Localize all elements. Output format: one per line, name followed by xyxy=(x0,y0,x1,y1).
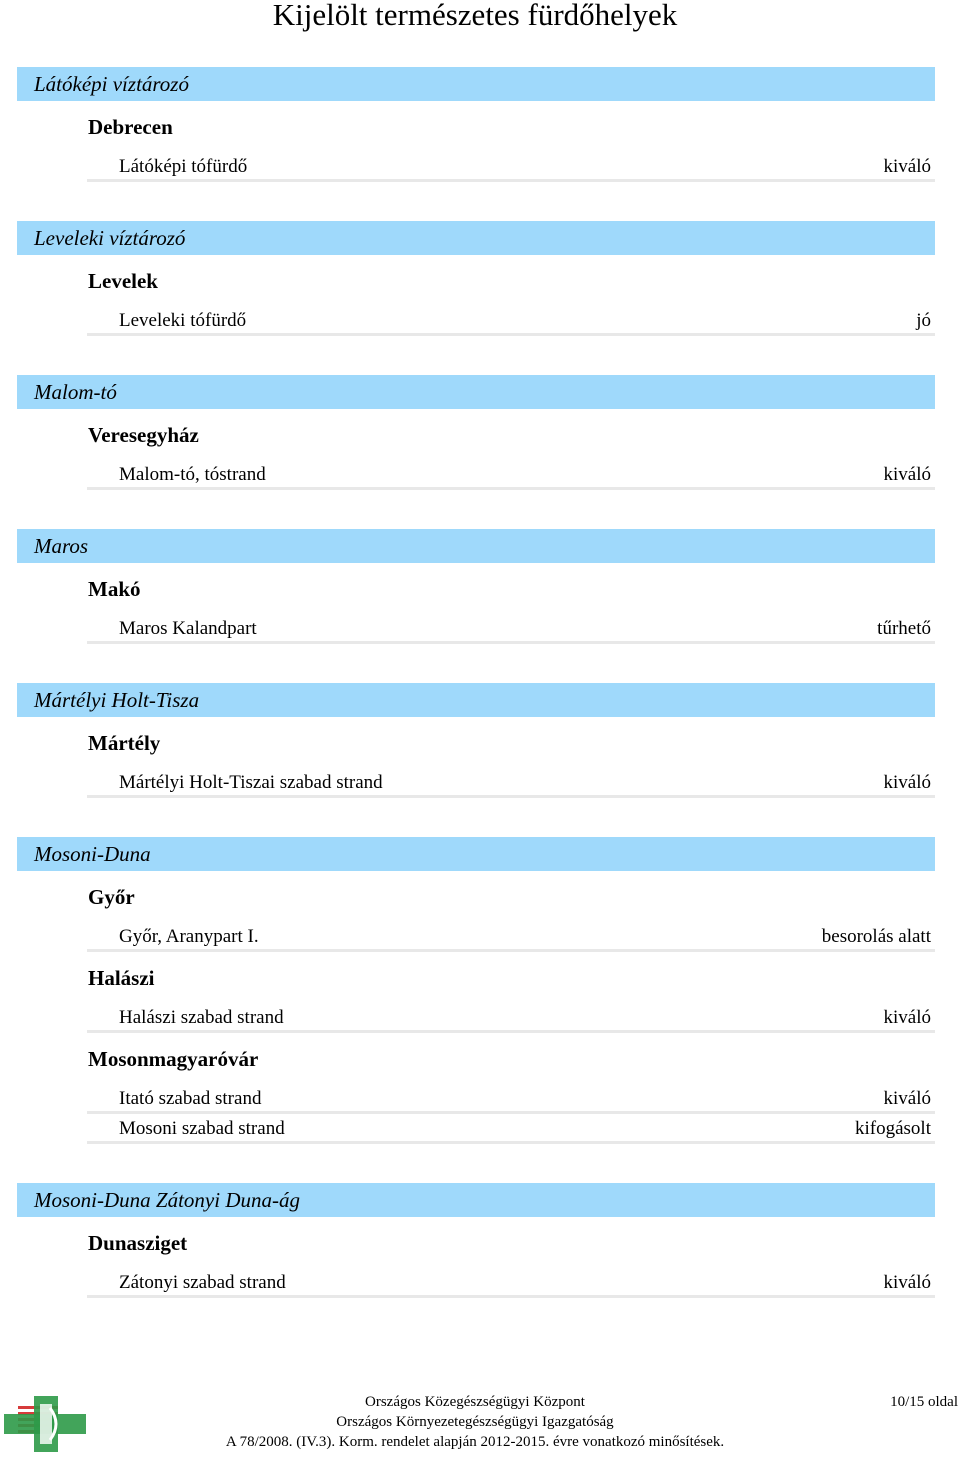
beach-row xyxy=(87,462,935,490)
beach-list xyxy=(87,924,935,952)
water-section xyxy=(17,221,935,336)
footer-regulation-note: A 78/2008. (IV.3). Korm. rendelet alapján 2012-2015. évre vonatkozó minősítések. xyxy=(225,1434,725,1450)
beach-row xyxy=(87,770,935,798)
beach-row xyxy=(87,924,935,952)
water-section xyxy=(17,375,935,490)
town-name: Mártély xyxy=(88,731,161,755)
beach-row xyxy=(87,308,935,336)
okk-cross-logo-icon xyxy=(4,1396,86,1452)
beach-row xyxy=(87,1270,935,1298)
water-section xyxy=(17,1183,935,1298)
beach-rating: kiváló xyxy=(883,156,931,177)
beach-rating: jó xyxy=(916,310,931,331)
water-body-header: Maros xyxy=(17,529,935,563)
beach-row xyxy=(87,1086,935,1114)
beach-list xyxy=(87,1086,935,1144)
town-name: Veresegyház xyxy=(88,423,199,447)
water-body-header: Látóképi víztározó xyxy=(17,67,935,101)
beach-rating: besorolás alatt xyxy=(821,926,931,947)
footer-institute: Országos Közegészségügyi Központ xyxy=(365,1394,585,1410)
footer-text xyxy=(150,1392,800,1452)
beach-list xyxy=(87,1005,935,1033)
water-body-header: Malom-tó xyxy=(17,375,935,409)
beach-rating: tűrhető xyxy=(877,618,931,639)
beach-name: Mosoni szabad strand xyxy=(119,1118,285,1139)
beach-list xyxy=(87,308,935,336)
beach-name: Leveleki tófürdő xyxy=(119,310,247,331)
water-body-header: Mártélyi Holt-Tisza xyxy=(17,683,935,717)
beach-rating: kifogásolt xyxy=(855,1118,931,1139)
beach-rating: kiváló xyxy=(883,1272,931,1293)
town-name: Levelek xyxy=(88,269,158,293)
beach-list xyxy=(87,462,935,490)
beach-row xyxy=(87,616,935,644)
water-section xyxy=(17,837,935,1144)
beach-rating: kiváló xyxy=(883,1007,931,1028)
beach-list xyxy=(87,1270,935,1298)
town-name: Makó xyxy=(88,577,141,601)
beach-row xyxy=(87,1116,935,1144)
town-name: Dunasziget xyxy=(88,1231,188,1255)
town-name: Halászi xyxy=(88,966,155,990)
beach-name: Maros Kalandpart xyxy=(119,618,257,639)
water-body-header: Mosoni-Duna Zátonyi Duna-ág xyxy=(17,1183,935,1217)
beach-name: Mártélyi Holt-Tiszai szabad strand xyxy=(119,772,383,793)
page-footer xyxy=(0,1388,960,1458)
water-section xyxy=(17,67,935,182)
town-name: Mosonmagyaróvár xyxy=(88,1047,259,1071)
page-title: Kijelölt természetes fürdőhelyek xyxy=(272,0,678,32)
beach-name: Halászi szabad strand xyxy=(119,1007,284,1028)
beach-name: Itató szabad strand xyxy=(119,1088,262,1109)
beach-name: Győr, Aranypart I. xyxy=(119,926,259,947)
water-section xyxy=(17,529,935,644)
town-name: Debrecen xyxy=(88,115,173,139)
beach-name: Zátonyi szabad strand xyxy=(119,1272,286,1293)
beach-list xyxy=(87,770,935,798)
beach-name: Látóképi tófürdő xyxy=(119,156,248,177)
beach-list xyxy=(87,616,935,644)
footer-directorate: Országos Környezetegészségügyi Igazgatóság xyxy=(336,1414,614,1430)
water-body-header: Mosoni-Duna xyxy=(17,837,935,871)
beach-row xyxy=(87,1005,935,1033)
bathing-site-list xyxy=(17,67,935,1337)
beach-rating: kiváló xyxy=(883,772,931,793)
page-number: 10/15 oldal xyxy=(890,1394,958,1410)
town-name: Győr xyxy=(88,885,135,909)
water-section xyxy=(17,683,935,798)
water-body-header: Leveleki víztározó xyxy=(17,221,935,255)
beach-name: Malom-tó, tóstrand xyxy=(119,464,266,485)
beach-row xyxy=(87,154,935,182)
beach-list xyxy=(87,154,935,182)
beach-rating: kiváló xyxy=(883,464,931,485)
beach-rating: kiváló xyxy=(883,1088,931,1109)
